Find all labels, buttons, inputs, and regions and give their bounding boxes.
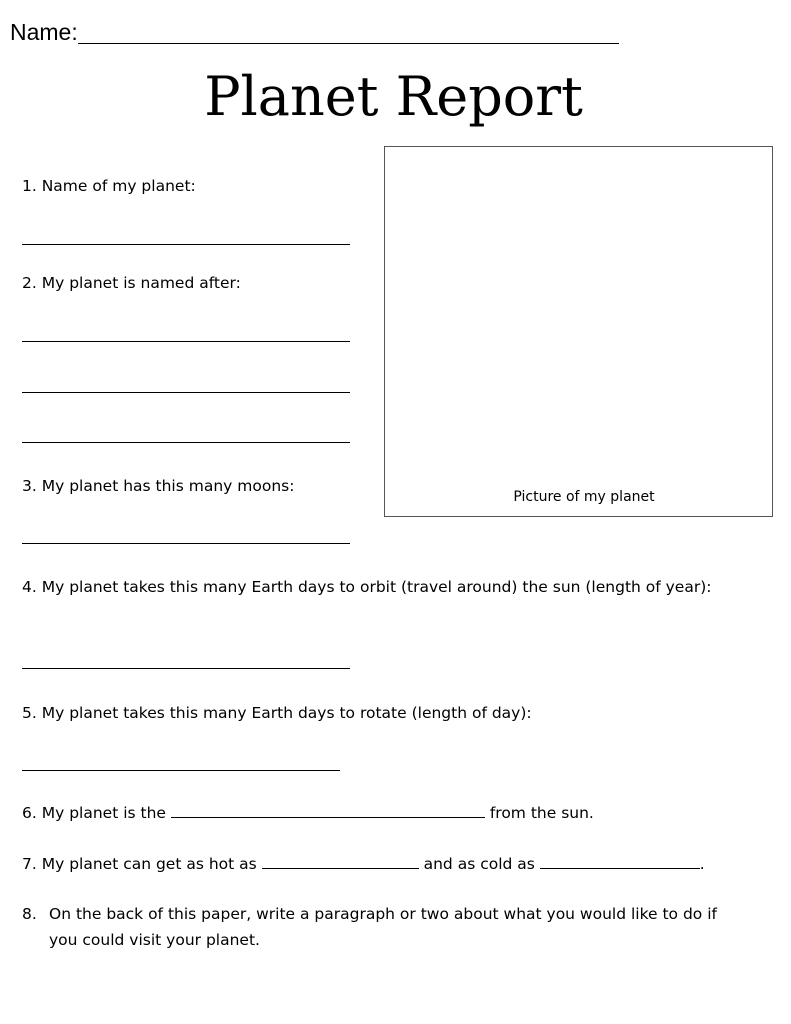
answer-blank-7-hot[interactable] <box>262 854 419 869</box>
answer-line-3[interactable] <box>22 543 350 544</box>
question-3: 3. My planet has this many moons: <box>22 477 295 495</box>
answer-line-5[interactable] <box>22 770 340 771</box>
answer-line-4[interactable] <box>22 668 350 669</box>
question-5: 5. My planet takes this many Earth days to rotate (length of day): <box>22 704 532 722</box>
question-7-mid: and as cold as <box>423 855 535 873</box>
answer-line-2c[interactable] <box>22 442 350 443</box>
answer-line-2a[interactable] <box>22 341 350 342</box>
answer-blank-6[interactable] <box>171 803 485 818</box>
question-7-end: . <box>699 855 705 873</box>
name-answer-line[interactable] <box>78 43 619 44</box>
planet-picture-box[interactable] <box>384 146 773 517</box>
question-1: 1. Name of my planet: <box>22 177 196 195</box>
answer-line-2b[interactable] <box>22 392 350 393</box>
question-4: 4. My planet takes this many Earth days to orbit (travel around) the sun (length of year): <box>22 578 712 596</box>
question-8: On the back of this paper, write a paragraph or two about what you would like to do if you could visit your planet. <box>49 905 717 949</box>
question-7-start: 7. My planet can get as hot as <box>22 855 257 873</box>
picture-caption: Picture of my planet <box>513 489 655 505</box>
answer-blank-7-cold[interactable] <box>540 854 700 869</box>
answer-line-1[interactable] <box>22 244 350 245</box>
question-2: 2. My planet is named after: <box>22 274 241 292</box>
question-8-number: 8. <box>22 905 37 923</box>
question-6-end: from the sun. <box>489 804 594 822</box>
page-title: Planet Report <box>204 65 583 128</box>
name-label: Name: <box>10 19 78 45</box>
question-6 <box>22 800 594 826</box>
question-7 <box>22 851 705 877</box>
question-6-start: 6. My planet is the <box>22 804 166 822</box>
